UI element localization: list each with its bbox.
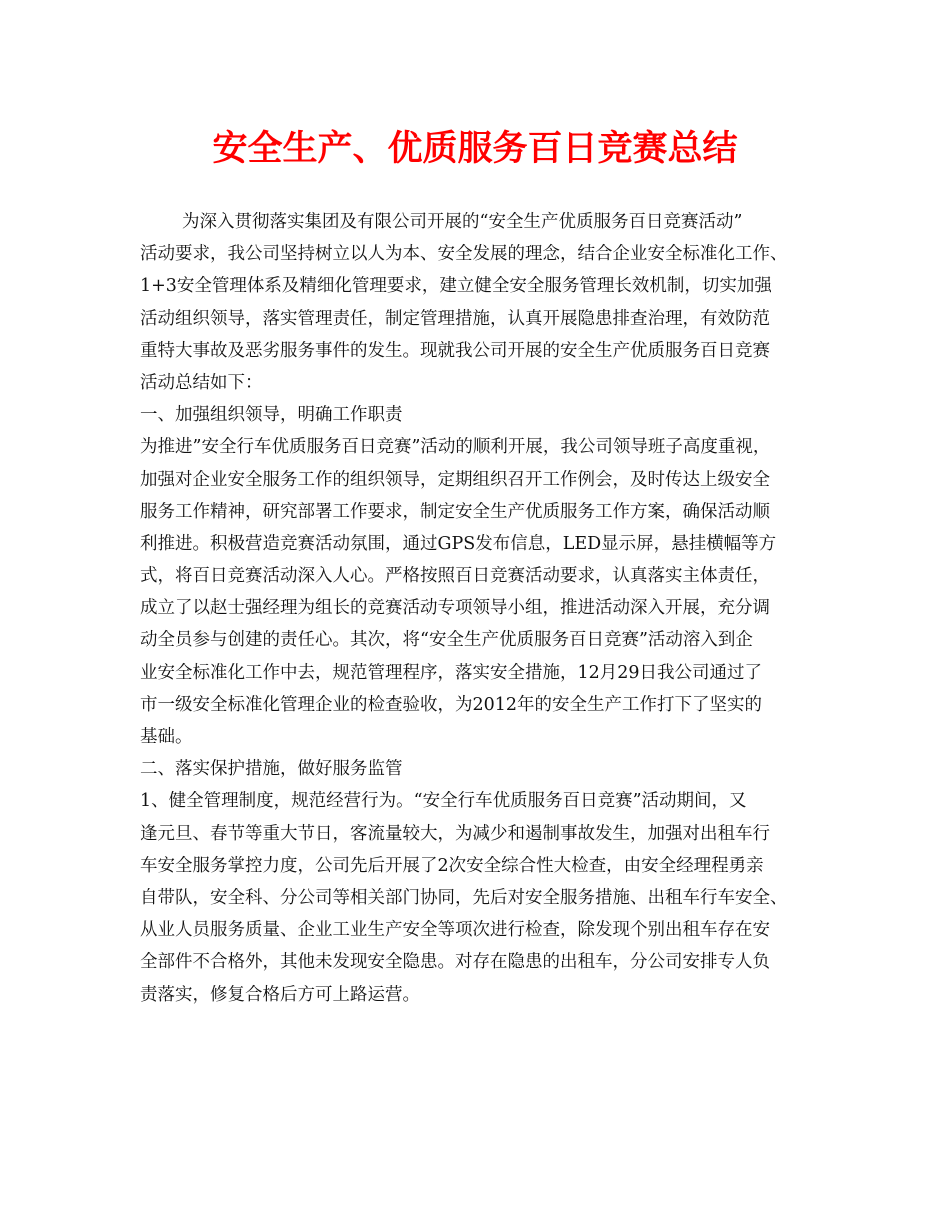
paragraph-line: 利推进。积极营造竞赛活动氛围，通过GPS发布信息，LED显示屏，悬挂横幅等方 — [140, 533, 777, 554]
paragraph-line: 基础。 — [140, 727, 193, 747]
paragraph-line: 动全员参与创建的责任心。其次，将“安全生产优质服务百日竞赛”活动溶入到企 — [140, 630, 753, 651]
document-title: 安全生产、优质服务百日竞赛总结 — [212, 128, 738, 169]
paragraph-line: 服务工作精神，研究部署工作要求，制定安全生产优质服务工作方案，确保活动顺 — [140, 501, 770, 522]
paragraph-line: 从业人员服务质量、企业工业生产安全等项次进行检查，除发现个别出租车存在安 — [140, 920, 770, 941]
paragraph-line: 1、健全管理制度，规范经营行为。“安全行车优质服务百日竞赛”活动期间，又 — [140, 791, 747, 812]
paragraph-line: 为推进”安全行车优质服务百日竞赛”活动的顺利开展，我公司领导班子高度重视， — [140, 437, 771, 458]
paragraph-line: 成立了以赵士强经理为组长的竞赛活动专项领导小组，推进活动深入开展，充分调 — [140, 598, 770, 619]
paragraph-line: 业安全标准化工作中去，规范管理程序，落实安全措施，12月29日我公司通过了 — [140, 662, 763, 683]
paragraph-line: 责落实，修复合格后方可上路运营。 — [140, 984, 420, 1005]
paragraph-line: 逢元旦、春节等重大节日，客流量较大，为减少和遏制事故发生，加强对出租车行 — [140, 823, 770, 844]
paragraph-line: 为深入贯彻落实集团及有限公司开展的“安全生产优质服务百日竞赛活动” — [182, 212, 743, 232]
paragraph-line: 活动组织领导，落实管理责任，制定管理措施，认真开展隐患排查治理，有效防范 — [140, 308, 770, 329]
paragraph-line: 1+3安全管理体系及精细化管理要求，建立健全安全服务管理长效机制，切实加强 — [140, 276, 772, 297]
paragraph-line: 活动总结如下： — [140, 372, 263, 393]
paragraph-line: 式，将百日竞赛活动深入人心。严格按照百日竞赛活动要求，认真落实主体责任， — [140, 566, 770, 587]
paragraph-line: 加强对企业安全服务工作的组织领导，定期组织召开工作例会，及时传达上级安全 — [140, 469, 770, 490]
paragraph-line: 市一级安全标准化管理企业的检查验收，为2012年的安全生产工作打下了坚实的 — [140, 694, 763, 715]
document-body — [140, 206, 830, 1011]
paragraph-line: 车安全服务掌控力度，公司先后开展了2次安全综合性大检查，由安全经理程勇亲 — [140, 855, 764, 876]
section-heading: 一、加强组织领导，明确工作职责 — [140, 405, 403, 426]
paragraph-line: 自带队，安全科、分公司等相关部门协同，先后对安全服务措施、出租车行车安全、 — [140, 887, 788, 908]
paragraph-line: 重特大事故及恶劣服务事件的发生。现就我公司开展的安全生产优质服务百日竞赛 — [140, 340, 770, 361]
section-heading: 二、落实保护措施，做好服务监管 — [140, 759, 403, 780]
paragraph-line: 全部件不合格外，其他未发现安全隐患。对存在隐患的出租车，分公司安排专人负 — [140, 952, 770, 973]
paragraph-line: 活动要求，我公司坚持树立以人为本、安全发展的理念，结合企业安全标准化工作、 — [140, 244, 788, 265]
